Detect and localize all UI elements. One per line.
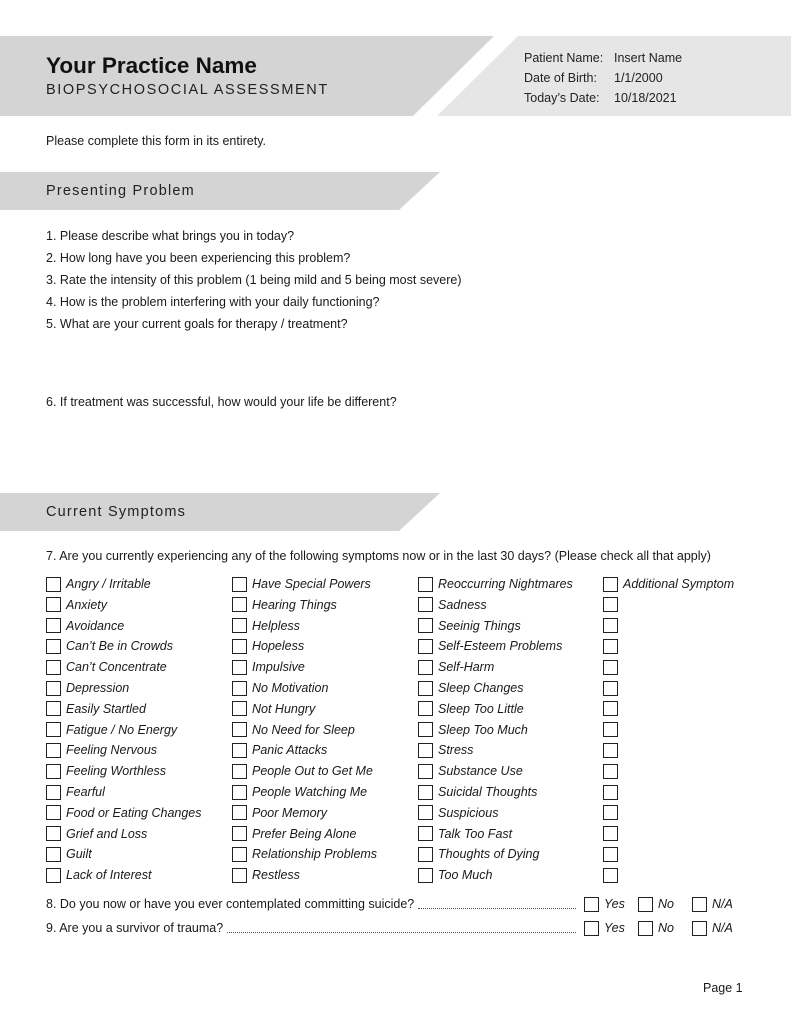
symptom-checkbox[interactable] [418, 701, 433, 716]
symptom-checkbox[interactable] [46, 785, 61, 800]
symptom-checkbox[interactable] [603, 722, 618, 737]
symptom-label: Seeinig Things [438, 618, 521, 633]
symptom-checkbox[interactable] [418, 764, 433, 779]
symptom-label: Thoughts of Dying [438, 847, 540, 862]
symptom-checkbox[interactable] [232, 618, 247, 633]
symptom-item[interactable] [418, 637, 562, 655]
symptom-item[interactable] [418, 700, 524, 718]
question-7: 7. Are you currently experiencing any of the following symptoms now or in the last 30 days? (Please check all that apply) [46, 549, 711, 563]
symptom-checkbox[interactable] [418, 660, 433, 675]
symptom-item[interactable] [603, 721, 623, 739]
symptom-label: Suicidal Thoughts [438, 785, 538, 799]
symptom-label: Hopeless [252, 639, 305, 654]
symptom-item[interactable] [232, 596, 337, 614]
symptom-label: Angry / Irritable [66, 577, 151, 591]
checkbox[interactable] [584, 897, 599, 912]
symptom-checkbox[interactable] [232, 764, 247, 779]
date-of-birth-label: Date of Birth: [524, 71, 597, 85]
question-9-no[interactable] [638, 921, 684, 936]
practice-name: Your Practice Name [46, 53, 257, 78]
symptom-label: Sleep Too Little [438, 701, 524, 716]
symptom-checkbox[interactable] [232, 701, 247, 716]
symptom-item[interactable] [603, 617, 623, 635]
symptom-item[interactable] [232, 575, 371, 593]
symptom-checkbox[interactable] [46, 681, 61, 696]
intro-text: Please complete this form in its entirety. [46, 134, 266, 148]
symptom-label: Reoccurring Nightmares [438, 577, 573, 591]
symptom-label: Too Much [438, 868, 493, 883]
symptom-item[interactable] [418, 658, 494, 676]
page-number: Page 1 [703, 981, 743, 995]
option-label: N/A [712, 921, 733, 935]
symptom-checkbox[interactable] [46, 639, 61, 654]
symptom-checkbox[interactable] [46, 805, 61, 820]
symptom-label: Impulsive [252, 660, 305, 675]
symptom-label: Additional Symptom [623, 577, 735, 591]
symptom-checkbox[interactable] [46, 764, 61, 779]
symptom-checkbox[interactable] [46, 743, 61, 758]
symptom-checkbox[interactable] [232, 597, 247, 612]
checkbox[interactable] [584, 921, 599, 936]
dot-leader [227, 923, 576, 933]
symptom-checkbox[interactable] [232, 868, 247, 883]
symptom-checkbox[interactable] [46, 597, 61, 612]
symptom-label: Grief and Loss [66, 826, 148, 841]
todays-date-label: Today’s Date: [524, 91, 600, 105]
symptom-item[interactable] [46, 596, 107, 614]
symptom-checkbox[interactable] [418, 597, 433, 612]
symptom-item[interactable] [232, 783, 367, 801]
symptom-item[interactable] [46, 658, 167, 676]
checkbox[interactable] [638, 897, 653, 912]
patient-name-label: Patient Name: [524, 51, 604, 65]
symptom-checkbox[interactable] [46, 847, 61, 862]
symptom-label: Can’t Be in Crowds [66, 639, 173, 654]
patient-name-value[interactable]: Insert Name [614, 51, 683, 65]
question-9-yes[interactable] [584, 921, 630, 936]
symptom-item[interactable] [603, 679, 623, 697]
symptom-item[interactable] [46, 804, 202, 822]
question-9-row [46, 919, 746, 937]
symptom-item[interactable] [418, 804, 498, 822]
symptom-checkbox[interactable] [46, 826, 61, 841]
symptom-label: Restless [252, 868, 300, 883]
symptom-label: Food or Eating Changes [66, 805, 202, 820]
symptom-item[interactable] [232, 866, 300, 884]
symptom-checkbox[interactable] [418, 826, 433, 841]
symptom-checkbox[interactable] [603, 618, 618, 633]
symptom-label: Relationship Problems [252, 847, 378, 862]
question-8-yes[interactable] [584, 897, 630, 912]
symptom-label: Stress [438, 743, 474, 758]
symptom-item[interactable] [603, 783, 623, 801]
option-label: N/A [712, 897, 733, 911]
question-9: 9. Are you a survivor of trauma? [46, 921, 224, 935]
checkbox[interactable] [638, 921, 653, 936]
symptom-item[interactable] [418, 679, 523, 697]
symptom-checkbox[interactable] [418, 805, 433, 820]
symptom-label: Easily Startled [66, 701, 146, 716]
symptom-item[interactable] [46, 825, 147, 843]
symptom-item[interactable] [603, 866, 623, 884]
symptom-label: Fearful [66, 785, 105, 799]
date-of-birth-value[interactable]: 1/1/2000 [614, 71, 663, 85]
patient-name-row [524, 48, 682, 68]
symptom-item[interactable] [46, 721, 177, 739]
question-6: 6. If treatment was successful, how would your life be different? [46, 395, 397, 409]
symptom-checkbox[interactable] [232, 639, 247, 654]
symptom-label: Self-Harm [438, 660, 495, 675]
question-9-na[interactable] [692, 921, 738, 936]
symptom-checkbox[interactable] [46, 701, 61, 716]
symptom-item[interactable] [603, 762, 623, 780]
question-4: 4. How is the problem interfering with your daily functioning? [46, 295, 380, 309]
symptom-checkbox[interactable] [232, 847, 247, 862]
symptom-checkbox[interactable] [603, 660, 618, 675]
symptom-item[interactable] [232, 700, 315, 718]
symptom-checkbox[interactable] [232, 660, 247, 675]
option-label: No [658, 921, 674, 935]
symptom-label: Guilt [66, 847, 92, 862]
symptom-label: Anxiety [66, 597, 107, 612]
symptom-checkbox[interactable] [603, 785, 618, 800]
symptom-item[interactable] [418, 762, 523, 780]
symptom-item[interactable] [46, 866, 151, 884]
symptom-item[interactable] [418, 721, 528, 739]
symptom-label: Not Hungry [252, 701, 316, 716]
presenting-problem-title: Presenting Problem [46, 183, 195, 199]
symptom-item[interactable] [418, 617, 521, 635]
symptom-checkbox[interactable] [418, 722, 433, 737]
option-label: Yes [604, 897, 625, 911]
question-8-no[interactable] [638, 897, 684, 912]
symptom-checkbox[interactable] [232, 681, 247, 696]
date-of-birth-row [524, 68, 682, 88]
symptom-label: Depression [66, 681, 130, 695]
symptom-item[interactable] [46, 783, 105, 801]
symptom-checkbox[interactable] [603, 597, 618, 612]
symptom-item[interactable] [418, 596, 487, 614]
symptom-item[interactable] [418, 575, 573, 593]
todays-date-value[interactable]: 10/18/2021 [614, 91, 677, 105]
todays-date-row [524, 88, 682, 108]
symptom-label: Sleep Too Much [438, 722, 528, 737]
symptom-item[interactable] [232, 741, 327, 759]
symptom-checkbox[interactable] [603, 805, 618, 820]
symptom-label: Sadness [438, 597, 487, 612]
symptom-checkbox[interactable] [46, 660, 61, 675]
form-title: BIOPSYCHOSOCIAL ASSESSMENT [46, 82, 329, 98]
symptom-checkbox[interactable] [418, 743, 433, 758]
symptom-label: People Out to Get Me [252, 764, 373, 779]
symptom-label: No Motivation [252, 681, 329, 695]
symptom-checkbox[interactable] [232, 722, 247, 737]
symptom-checkbox[interactable] [603, 639, 618, 654]
symptom-label: People Watching Me [252, 785, 368, 799]
symptom-checkbox[interactable] [418, 577, 433, 592]
symptom-item[interactable] [603, 700, 623, 718]
symptom-checkbox[interactable] [603, 577, 618, 592]
option-label: No [658, 897, 674, 911]
symptom-checkbox[interactable] [603, 826, 618, 841]
symptom-checkbox[interactable] [232, 743, 247, 758]
symptom-checkbox[interactable] [418, 847, 433, 862]
symptom-item[interactable] [232, 617, 300, 635]
question-2: 2. How long have you been experiencing this problem? [46, 251, 351, 265]
symptom-item[interactable] [232, 845, 377, 863]
symptom-checkbox[interactable] [418, 639, 433, 654]
symptom-item[interactable] [46, 617, 124, 635]
symptom-checkbox[interactable] [232, 577, 247, 592]
question-8-na[interactable] [692, 897, 738, 912]
symptom-item[interactable] [418, 866, 492, 884]
symptom-item[interactable] [418, 783, 537, 801]
symptom-label: No Need for Sleep [252, 722, 355, 737]
dot-leader [418, 899, 576, 909]
symptom-item[interactable] [46, 741, 157, 759]
symptom-label: Talk Too Fast [438, 826, 513, 841]
symptom-item[interactable] [603, 596, 623, 614]
symptom-checkbox[interactable] [232, 826, 247, 841]
symptom-item[interactable] [603, 741, 623, 759]
symptom-label: Feeling Worthless [66, 764, 167, 779]
symptom-label: Prefer Being Alone [252, 826, 357, 841]
symptom-checkbox[interactable] [418, 868, 433, 883]
symptom-label: Can’t Concentrate [66, 660, 167, 675]
symptom-label: Avoidance [66, 618, 125, 633]
symptom-label: Sleep Changes [438, 681, 524, 695]
symptom-checkbox[interactable] [232, 785, 247, 800]
symptom-item[interactable] [603, 575, 734, 593]
symptom-item[interactable] [46, 762, 166, 780]
symptom-item[interactable] [603, 637, 623, 655]
symptom-item[interactable] [603, 845, 623, 863]
symptom-checkbox[interactable] [46, 722, 61, 737]
symptom-checkbox[interactable] [46, 577, 61, 592]
symptom-item[interactable] [46, 637, 173, 655]
symptom-item[interactable] [46, 575, 151, 593]
symptom-item[interactable] [232, 637, 304, 655]
symptom-checkbox[interactable] [603, 681, 618, 696]
symptom-checkbox[interactable] [46, 618, 61, 633]
symptom-checkbox[interactable] [418, 785, 433, 800]
question-1: 1. Please describe what brings you in today? [46, 229, 295, 243]
checkbox[interactable] [692, 897, 707, 912]
question-3: 3. Rate the intensity of this problem (1 being mild and 5 being most severe) [46, 273, 462, 287]
current-symptoms-title: Current Symptoms [46, 504, 187, 520]
patient-info [524, 48, 682, 108]
symptom-checkbox[interactable] [46, 868, 61, 883]
symptom-item[interactable] [418, 741, 473, 759]
symptom-item[interactable] [232, 762, 373, 780]
symptom-checkbox[interactable] [418, 618, 433, 633]
symptom-label: Suspicious [438, 805, 499, 820]
question-8: 8. Do you now or have you ever contemplated committing suicide? [46, 897, 415, 911]
symptom-label: Lack of Interest [66, 868, 152, 883]
symptom-item[interactable] [418, 825, 512, 843]
option-label: Yes [604, 921, 625, 935]
symptom-label: Have Special Powers [252, 577, 371, 591]
symptom-checkbox[interactable] [603, 764, 618, 779]
symptom-item[interactable] [603, 658, 623, 676]
symptom-label: Self-Esteem Problems [438, 639, 563, 654]
symptom-label: Helpless [252, 618, 300, 633]
question-8-row [46, 895, 746, 913]
symptom-item[interactable] [418, 845, 539, 863]
symptom-item[interactable] [232, 825, 356, 843]
symptom-checkbox[interactable] [603, 847, 618, 862]
symptom-item[interactable] [46, 679, 129, 697]
symptom-label: Poor Memory [252, 805, 328, 820]
symptom-item[interactable] [232, 721, 355, 739]
symptom-item[interactable] [232, 679, 328, 697]
symptom-item[interactable] [46, 845, 92, 863]
symptom-checkbox[interactable] [418, 681, 433, 696]
symptom-checkbox[interactable] [603, 868, 618, 883]
symptom-label: Fatigue / No Energy [66, 722, 178, 737]
symptom-label: Panic Attacks [252, 743, 328, 758]
symptom-label: Substance Use [438, 764, 523, 779]
symptom-item[interactable] [603, 825, 623, 843]
symptom-checkbox[interactable] [603, 701, 618, 716]
symptom-item[interactable] [232, 804, 327, 822]
symptom-checkbox[interactable] [232, 805, 247, 820]
symptom-label: Feeling Nervous [66, 743, 158, 758]
symptom-label: Hearing Things [252, 597, 337, 612]
question-5: 5. What are your current goals for therapy / treatment? [46, 317, 348, 331]
checkbox[interactable] [692, 921, 707, 936]
symptom-item[interactable] [603, 804, 623, 822]
symptom-item[interactable] [46, 700, 146, 718]
symptom-checkbox[interactable] [603, 743, 618, 758]
symptom-item[interactable] [232, 658, 305, 676]
